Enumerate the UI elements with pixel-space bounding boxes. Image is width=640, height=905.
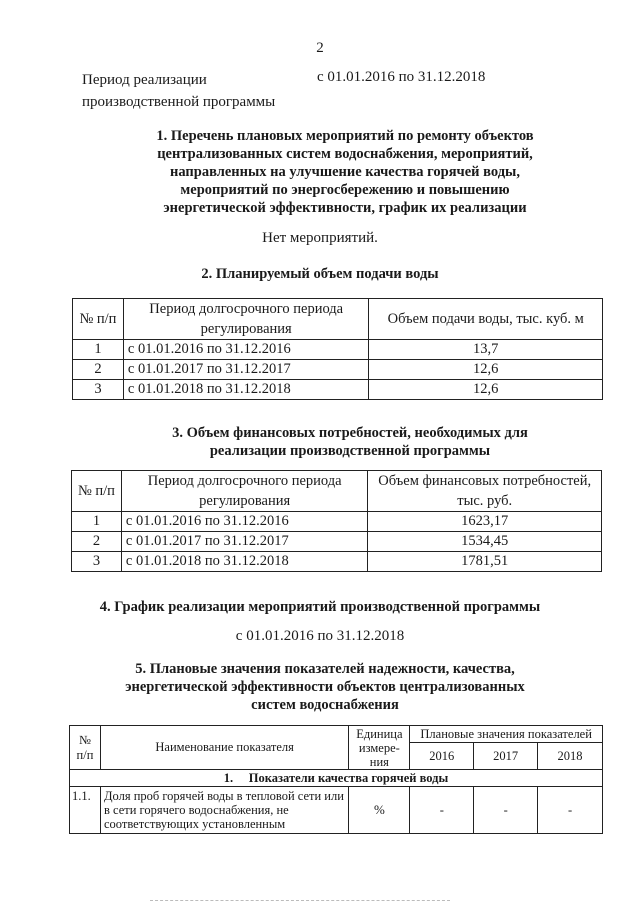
table-group-row	[70, 770, 603, 787]
table-row	[72, 552, 602, 572]
header-number: № п/п	[72, 471, 122, 512]
indicators-table	[69, 725, 603, 834]
group-number: 1.	[223, 770, 234, 785]
header-plan: Плановые значения показателей	[410, 726, 603, 743]
section1-text: Нет мероприятий.	[262, 230, 378, 246]
page-number: 2	[316, 40, 324, 56]
table-row	[70, 787, 603, 834]
table-header-row	[73, 299, 603, 340]
header-period: Период долгосрочного периода регулирования	[123, 299, 369, 340]
row-number: 3	[73, 380, 124, 400]
finance-table	[71, 470, 602, 572]
row-volume: 13,7	[369, 340, 603, 360]
row-number: 1	[72, 512, 122, 532]
row-number: 1	[73, 340, 124, 360]
row-finance: 1781,51	[368, 552, 602, 572]
volume-table	[72, 298, 603, 400]
header-volume: Объем подачи воды, тыс. куб. м	[369, 299, 603, 340]
row-number: 2	[73, 360, 124, 380]
table-row	[73, 360, 603, 380]
indicator-name: Доля проб горячей воды в тепловой сети или в сети горячего водоснабжения, не соответствующих установленным	[100, 787, 348, 834]
period-label: Период реализации производственной программы	[82, 72, 276, 110]
row-period: с 01.01.2018 по 31.12.2018	[123, 380, 369, 400]
indicator-unit: %	[349, 787, 410, 834]
row-volume: 12,6	[369, 360, 603, 380]
header-year: 2018	[538, 743, 603, 770]
header-finance: Объем финансовых потребностей, тыс. руб.	[368, 471, 602, 512]
row-period: с 01.01.2017 по 31.12.2017	[123, 360, 369, 380]
section1-title: 1. Перечень плановых мероприятий по ремонту объектов централизованных систем водоснабжения, мероприятий, направленных на улучшение качества горячей воды, мероприятий по энергосбережению и повышению энергетической эффективности, график их реализации	[156, 128, 534, 216]
table-header-row	[72, 471, 602, 512]
header-unit: Единица измере-ния	[349, 726, 410, 770]
row-period: с 01.01.2016 по 31.12.2016	[123, 340, 369, 360]
section2-title: 2. Планируемый объем подачи воды	[201, 266, 439, 282]
group-label: Показатели качества горячей воды	[248, 770, 449, 785]
indicator-value: -	[410, 787, 474, 834]
section3-title: 3. Объем финансовых потребностей, необходимых для реализации производственной программы	[172, 425, 528, 459]
header-number: № п/п	[70, 726, 101, 770]
header-year: 2017	[474, 743, 538, 770]
header-number: № п/п	[73, 299, 124, 340]
table-row	[73, 380, 603, 400]
header-period: Период долгосрочного периода регулирования	[121, 471, 368, 512]
row-volume: 12,6	[369, 380, 603, 400]
row-finance: 1623,17	[368, 512, 602, 532]
row-number: 3	[72, 552, 122, 572]
section5-title: 5. Плановые значения показателей надежности, качества, энергетической эффективности объектов централизованных систем водоснабжения	[125, 661, 525, 713]
table-row	[72, 512, 602, 532]
row-finance: 1534,45	[368, 532, 602, 552]
table-header-row	[70, 726, 603, 743]
row-number: 1.1.	[70, 787, 101, 834]
row-period: с 01.01.2016 по 31.12.2016	[121, 512, 368, 532]
indicator-value: -	[538, 787, 603, 834]
row-number: 2	[72, 532, 122, 552]
period-value: с 01.01.2016 по 31.12.2018	[317, 69, 486, 85]
section4-text: с 01.01.2016 по 31.12.2018	[235, 628, 405, 644]
header-name: Наименование показателя	[100, 726, 348, 770]
table-row	[72, 532, 602, 552]
header-year: 2016	[410, 743, 474, 770]
table-row	[73, 340, 603, 360]
row-period: с 01.01.2017 по 31.12.2017	[121, 532, 368, 552]
row-period: с 01.01.2018 по 31.12.2018	[121, 552, 368, 572]
indicator-value: -	[474, 787, 538, 834]
page-bottom-edge	[150, 900, 450, 901]
section4-title: 4. График реализации мероприятий производственной программы	[99, 599, 541, 615]
